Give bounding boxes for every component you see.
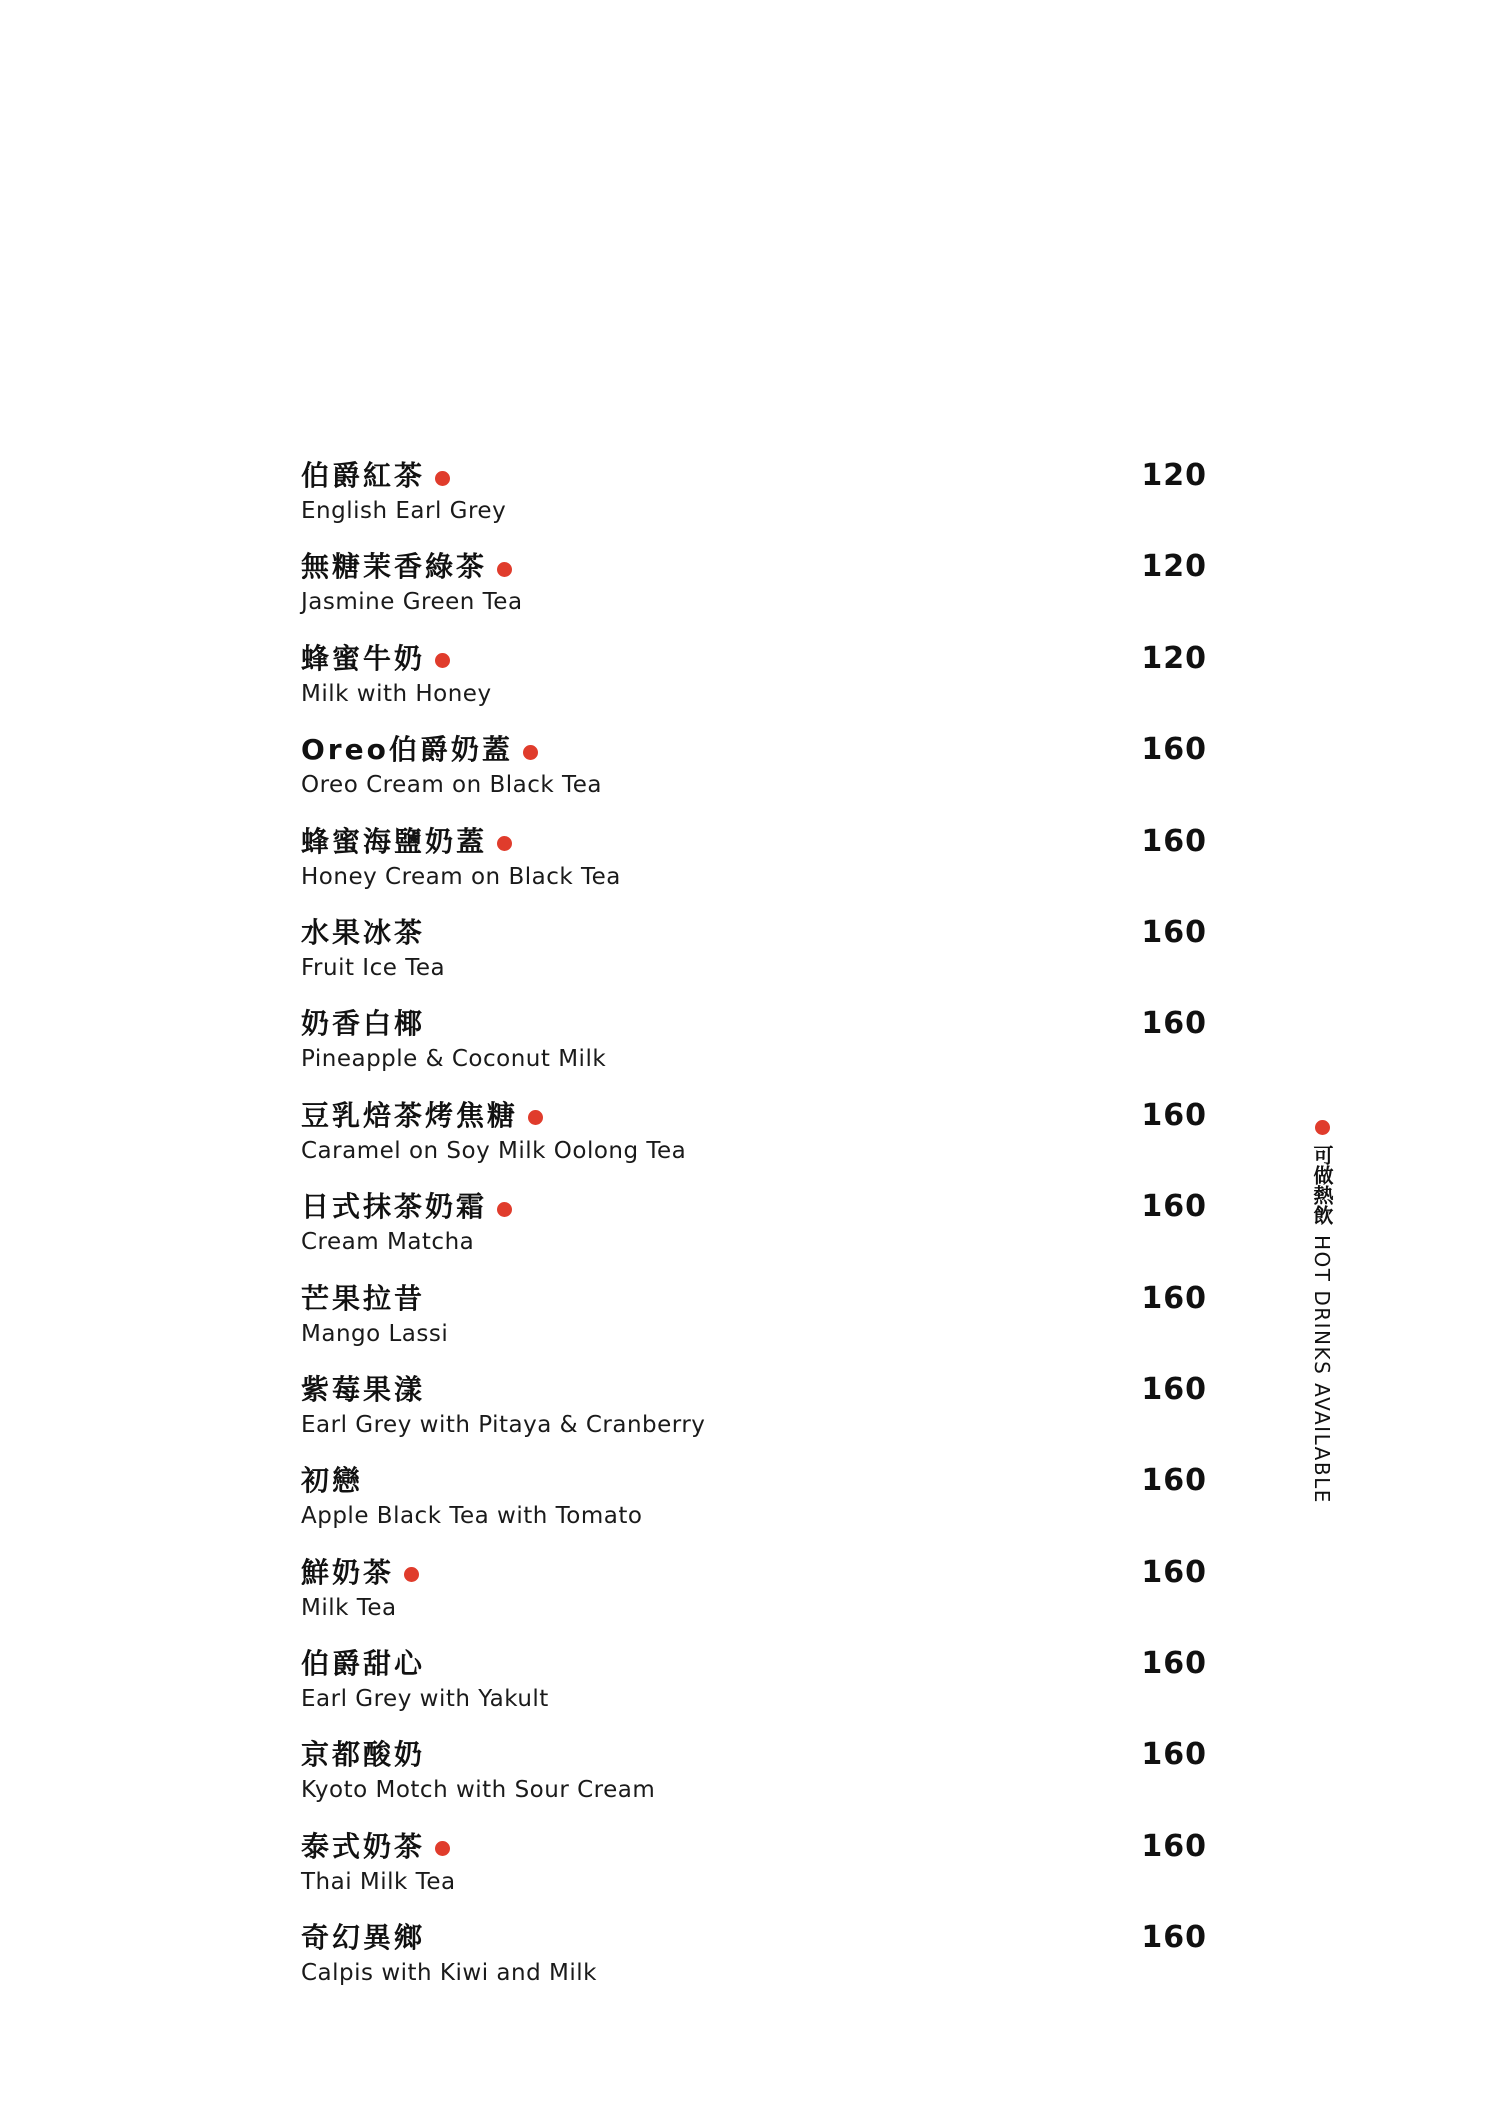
item-name-zh: [301, 1555, 419, 1591]
item-name-en: Mango Lassi: [301, 1320, 449, 1347]
item-name-zh-text: 泰式奶茶: [301, 1829, 426, 1863]
item-name-zh: [301, 1281, 425, 1317]
item-name-zh-text: 紫莓果漾: [301, 1372, 426, 1406]
item-price: 160: [1141, 1737, 1207, 1773]
item-price: 160: [1141, 1371, 1207, 1407]
item-name-en: Oreo Cream on Black Tea: [301, 772, 602, 799]
item-name-zh: [301, 1098, 543, 1134]
hot-drinks-legend: [1310, 1120, 1334, 1504]
legend-label-zh: 可做熱飲: [1310, 1145, 1334, 1225]
item-name-zh: [301, 732, 538, 768]
item-name-zh: [301, 1006, 425, 1042]
item-name-zh-text: 無糖茉香綠茶: [301, 550, 488, 584]
item-name-en: Cream Matcha: [301, 1229, 475, 1256]
item-name-en: Earl Grey with Yakult: [301, 1686, 549, 1713]
hot-drink-dot-icon: [523, 745, 538, 760]
item-name-zh-text: 芒果拉昔: [301, 1281, 426, 1315]
item-name-en: Jasmine Green Tea: [301, 589, 523, 616]
hot-drink-dot-icon: [435, 653, 450, 668]
menu-item: [301, 998, 1207, 1089]
menu-item: [301, 816, 1207, 907]
hot-drink-dot-icon: [528, 1110, 543, 1125]
hot-drink-dot-icon: [435, 471, 450, 486]
menu-item: [301, 1638, 1207, 1729]
item-name-zh: [301, 1646, 425, 1682]
item-name-zh-text: 奶香白椰: [301, 1007, 426, 1041]
item-name-zh-text: 日式抹茶奶霜: [301, 1190, 488, 1224]
menu-item: [301, 1273, 1207, 1364]
item-price: 160: [1141, 1646, 1207, 1682]
item-name-zh-text: 蜂蜜海鹽奶蓋: [301, 824, 488, 858]
item-name-zh-text: 伯爵甜心: [301, 1647, 426, 1681]
item-name-en: Pineapple & Coconut Milk: [301, 1046, 607, 1073]
item-name-zh: [301, 1829, 450, 1865]
item-price: 160: [1141, 1554, 1207, 1590]
item-name-zh-text: 京都酸奶: [301, 1738, 426, 1772]
item-name-en: English Earl Grey: [301, 498, 507, 524]
item-name-zh: [301, 1737, 425, 1773]
menu-item: [301, 1090, 1207, 1181]
item-name-en: Fruit Ice Tea: [301, 954, 446, 981]
item-name-zh-text: 初戀: [301, 1464, 364, 1498]
item-name-en: Calpis with Kiwi and Milk: [301, 1960, 597, 1987]
legend-label-en: HOT DRINKS AVAILABLE: [1310, 1235, 1334, 1504]
item-price: 160: [1141, 823, 1207, 859]
hot-drink-dot-icon: [404, 1567, 419, 1582]
item-name-en: Earl Grey with Pitaya & Cranberry: [301, 1411, 706, 1438]
item-name-en: Kyoto Motch with Sour Cream: [301, 1777, 656, 1804]
item-price: 160: [1141, 732, 1207, 768]
menu-item: [301, 1547, 1207, 1638]
item-price: 160: [1141, 1920, 1207, 1956]
item-name-zh: [301, 1920, 425, 1956]
menu-item: [301, 1912, 1207, 2003]
item-name-en: Thai Milk Tea: [301, 1868, 456, 1895]
item-name-en: Apple Black Tea with Tomato: [301, 1503, 643, 1530]
menu-item: [301, 1181, 1207, 1272]
item-price: 160: [1141, 1280, 1207, 1316]
item-price: 120: [1141, 640, 1207, 676]
item-price: 160: [1141, 914, 1207, 950]
item-price: 160: [1141, 1006, 1207, 1042]
item-price: 160: [1141, 1189, 1207, 1225]
drink-menu-list: [301, 450, 1207, 2004]
item-price: 160: [1141, 1828, 1207, 1864]
item-name-zh-text: 水果冰茶: [301, 915, 426, 949]
menu-item: [301, 907, 1207, 998]
item-price: 120: [1141, 549, 1207, 585]
menu-item: [301, 633, 1207, 724]
item-name-zh: [301, 458, 450, 494]
menu-item: [301, 1364, 1207, 1455]
hot-drink-dot-icon: [497, 836, 512, 851]
item-name-zh-text: Oreo伯爵奶蓋: [301, 733, 513, 767]
item-name-zh-text: 奇幻異鄉: [301, 1921, 426, 1955]
item-name-zh: [301, 641, 450, 677]
hot-drink-dot-icon: [435, 1841, 450, 1856]
item-name-zh: [301, 824, 512, 860]
item-name-zh: [301, 915, 425, 951]
menu-item: [301, 450, 1207, 541]
menu-item: [301, 724, 1207, 815]
menu-item: [301, 1455, 1207, 1546]
item-name-en: Milk Tea: [301, 1594, 397, 1621]
hot-drink-dot-icon: [497, 562, 512, 577]
item-price: 160: [1141, 1097, 1207, 1133]
item-name-en: Caramel on Soy Milk Oolong Tea: [301, 1137, 687, 1164]
item-name-zh-text: 豆乳焙茶烤焦糖: [301, 1098, 519, 1132]
item-name-en: Honey Cream on Black Tea: [301, 863, 621, 890]
menu-item: [301, 1821, 1207, 1912]
item-name-zh: [301, 1189, 512, 1225]
item-name-zh-text: 蜂蜜牛奶: [301, 641, 426, 675]
item-price: 160: [1141, 1463, 1207, 1499]
item-name-zh: [301, 1372, 425, 1408]
item-name-en: Milk with Honey: [301, 680, 492, 707]
hot-drink-dot-icon: [1315, 1120, 1330, 1135]
menu-item: [301, 1729, 1207, 1820]
item-name-zh: [301, 549, 512, 585]
item-name-zh-text: 鮮奶茶: [301, 1555, 395, 1589]
item-price: 120: [1141, 458, 1207, 493]
item-name-zh-text: 伯爵紅茶: [301, 459, 426, 492]
hot-drink-dot-icon: [497, 1202, 512, 1217]
item-name-zh: [301, 1463, 363, 1499]
menu-item: [301, 541, 1207, 632]
